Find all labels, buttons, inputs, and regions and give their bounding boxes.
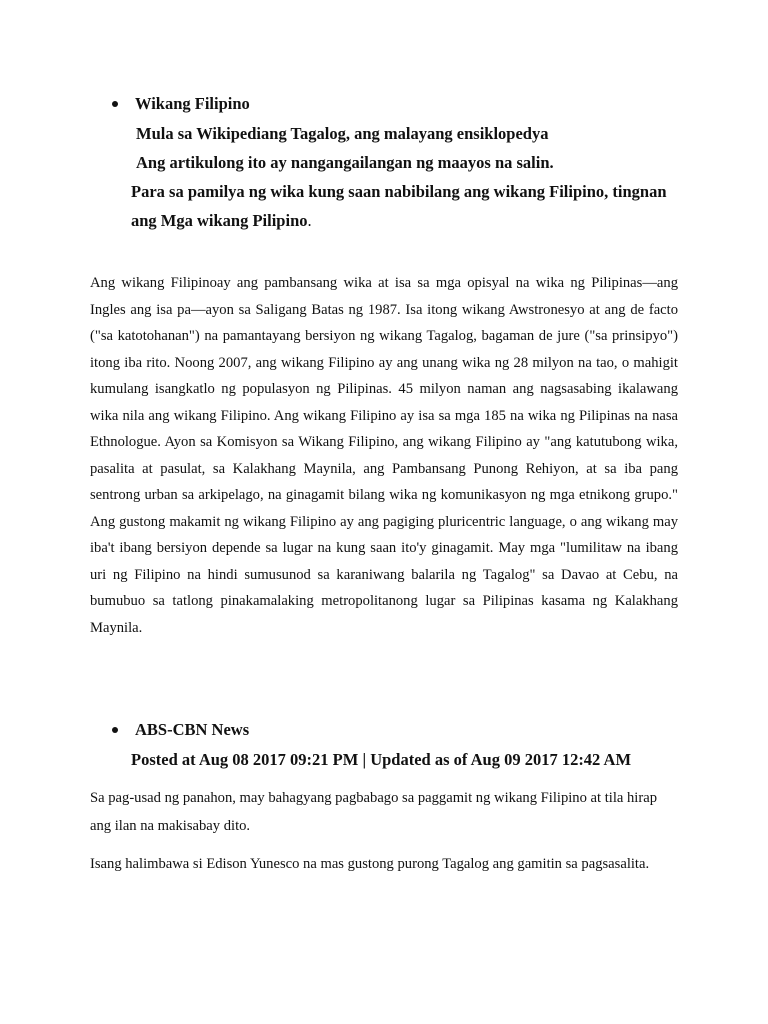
source-line: Mula sa Wikipediang Tagalog, ang malayang ensiklopedya xyxy=(136,124,549,143)
notice-line: Ang artikulong ito ay nangangailangan ng maayos na salin. xyxy=(136,153,554,172)
disambiguation-link[interactable]: ang Mga wikang Pilipino xyxy=(131,211,308,230)
disambiguation-line-2 xyxy=(131,211,312,231)
section-title-wikang-filipino: Wikang Filipino xyxy=(135,94,250,113)
section-title-abs-cbn-news: ABS-CBN News xyxy=(135,720,250,739)
posted-line: Posted at Aug 08 2017 09:21 PM | Updated as of Aug 09 2017 12:42 AM xyxy=(131,750,632,769)
bullet-icon xyxy=(112,101,118,107)
news-paragraph-1: Sa pag-usad ng panahon, may bahagyang pagbabago sa paggamit ng wikang Filipino at tila hirap ang ilan na makisabay dito. xyxy=(90,790,657,834)
disambiguation-suffix: . xyxy=(307,211,312,230)
disambiguation-line-1: Para sa pamilya ng wika kung saan nabibilang ang wikang Filipino, tingnan xyxy=(131,182,667,201)
bullet-item-abs-cbn-news xyxy=(112,720,249,740)
bullet-item-wikang-filipino xyxy=(112,94,250,114)
news-paragraph-2: Isang halimbawa si Edison Yunesco na mas gustong purong Tagalog ang gamitin sa pagsasalita. xyxy=(90,856,650,872)
article-body: Ang wikang Filipinoay ang pambansang wika at isa sa mga opisyal na wika ng Pilipinas—ang Ingles ang isa pa—ayon sa Saligang Batas ng 1987. Isa itong wikang Awstronesyo at ang de facto ("sa katotohanan") na pamantayang bersiyon ng wikang Tagalog, bagaman de jure ("sa prinsipyo") itong iba rito. Noong 2007, ang wikang Filipino ay ang unang wika ng 28 milyon na tao, o mahigit kumulang isangkatlo ng populasyon ng Pilipinas. 45 milyon naman ang nagsasabing ikalawang wika nila ang wikang Filipino. Ang wikang Filipino ay isa sa mga 185 na wika ng Pilipinas na nasa Ethnologue. Ayon sa Komisyon sa Wikang Filipino, ang wikang Filipino ay "ang katutubong wika, pasalita at pasulat, sa Kalakhang Maynila, ang Pambansang Punong Rehiyon, at sa iba pang sentrong urban sa arkipelago, na ginagamit bilang wika ng komunikasyon ng mga etnikong grupo." Ang gustong makamit ng wikang Filipino ay ang pagiging pluricentric language, o ang wikang may iba't ibang bersiyon depende sa lugar na kung saan ito'y ginagamit. May mga "lumilitaw na ibang uri ng Filipino na hindi sumusunod sa karaniwang balarila ng Tagalog" sa Davao at Cebu, na bumubuo sa tatlong pinakamalaking metropolitanong lugar sa Pilipinas kasama ng Kalakhang Maynila. xyxy=(90,275,678,636)
bullet-icon xyxy=(112,727,118,733)
